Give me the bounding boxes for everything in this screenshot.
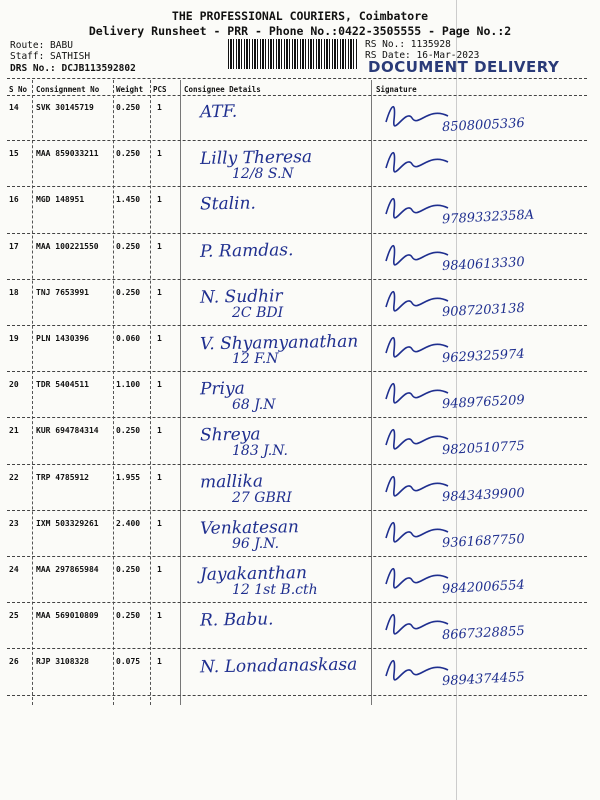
consignee-name: ATF.	[199, 101, 238, 123]
row-consignment-no: SVK 30145719	[36, 103, 94, 112]
consignee-address: 12 F.N	[232, 351, 279, 367]
consignee-name: N. Sudhir	[199, 286, 283, 308]
consignee-phone: 9894374455	[441, 670, 526, 690]
row-consignment-no: PLN 1430396	[36, 334, 89, 343]
consignee-phone: 9820510775	[441, 439, 526, 459]
row-consignment-no: KUR 694784314	[36, 426, 99, 436]
consignee-phone: 8667328855	[441, 624, 526, 644]
row-consignment-no: RJP 3108328	[36, 657, 89, 667]
row-consignment-no: MGD 148951	[36, 195, 85, 205]
row-weight: 0.250	[116, 149, 141, 159]
document-delivery-stamp: DOCUMENT DELIVERY	[368, 58, 560, 76]
row-pcs: 1	[157, 241, 162, 251]
signature-scribble	[382, 470, 452, 504]
row-separator	[7, 464, 587, 465]
row-weight: 1.955	[116, 472, 141, 482]
row-consignment-no: IXM 503329261	[36, 518, 99, 528]
consignee-name: P. Ramdas.	[199, 239, 294, 262]
consignee-address: 12 1st B.cth	[232, 582, 318, 598]
row-separator	[7, 279, 587, 280]
consignee-name: mallika	[199, 471, 264, 493]
row-consignment-no: MAA 569010809	[36, 611, 99, 621]
signature-scribble	[382, 192, 452, 226]
table-top-rule	[7, 78, 587, 79]
signature-scribble	[382, 100, 452, 134]
signature-scribble	[382, 239, 452, 273]
consignee-name: V. Shyamyanathan	[199, 331, 359, 355]
row-separator	[7, 510, 587, 511]
col-divider	[371, 80, 372, 705]
consignee-name: N. Lonadanaskasa	[199, 655, 358, 678]
header-pcs: PCS	[153, 85, 167, 94]
row-separator	[7, 371, 587, 372]
header-rule	[7, 95, 587, 96]
row-pcs: 1	[157, 195, 162, 205]
runsheet-subtitle: Delivery Runsheet - PRR - Phone No.:0422-3505555 - Page No.:2	[88, 24, 512, 38]
row-consignment-no: TRP 4785912	[36, 472, 89, 482]
rs-number: RS No.: 1135928	[365, 39, 451, 50]
row-sno: 17	[9, 241, 19, 251]
col-divider	[113, 80, 114, 705]
row-separator	[7, 556, 587, 557]
row-weight: 0.250	[116, 565, 141, 574]
consignee-name: Shreya	[199, 424, 261, 446]
row-pcs: 1	[157, 472, 162, 482]
row-pcs: 1	[157, 287, 162, 297]
row-weight: 1.450	[116, 195, 141, 205]
signature-scribble	[382, 562, 452, 596]
consignee-phone: 9789332358A	[441, 207, 535, 228]
signature-scribble	[382, 654, 452, 688]
consignee-address: 12/8 S.N	[232, 166, 294, 183]
row-consignment-no: MAA 100221550	[36, 241, 99, 251]
header-consignment: Consignment No	[36, 85, 100, 94]
row-sno: 24	[9, 565, 19, 574]
consignee-phone: 9843439900	[441, 485, 526, 505]
consignee-name: Jayakanthan	[199, 563, 308, 585]
signature-scribble	[382, 377, 452, 411]
row-pcs: 1	[157, 426, 162, 436]
consignee-phone: 9842006554	[441, 577, 526, 598]
consignee-name: Venkatesan	[199, 516, 300, 539]
consignee-phone: 8508005336	[441, 115, 526, 136]
header-sno: S No	[9, 85, 28, 94]
signature-scribble	[382, 608, 452, 642]
row-sno: 14	[9, 103, 19, 112]
consignee-name: R. Babu.	[199, 609, 274, 631]
row-separator	[7, 648, 587, 649]
row-weight: 0.250	[116, 426, 141, 436]
row-pcs: 1	[157, 565, 162, 574]
row-weight: 0.250	[116, 241, 141, 251]
consignee-name: Lilly Theresa	[199, 147, 313, 170]
signature-scribble	[382, 285, 452, 319]
row-separator	[7, 233, 587, 234]
row-consignment-no: MAA 859033211	[36, 149, 99, 159]
consignee-address: 68 J.N	[232, 397, 276, 414]
row-weight: 1.100	[116, 380, 141, 390]
row-weight: 0.075	[116, 657, 141, 667]
consignee-address: 183 J.N.	[232, 443, 288, 460]
row-separator	[7, 602, 587, 603]
row-sno: 25	[9, 611, 19, 621]
consignee-phone: 9361687750	[441, 531, 526, 551]
row-pcs: 1	[157, 149, 162, 159]
row-weight: 2.400	[116, 518, 141, 528]
row-weight: 0.060	[116, 334, 141, 343]
row-pcs: 1	[157, 103, 162, 112]
row-sno: 15	[9, 149, 19, 159]
row-sno: 21	[9, 426, 19, 436]
col-divider	[150, 80, 151, 705]
consignee-address: 96 J.N.	[232, 535, 280, 552]
signature-scribble	[382, 516, 452, 550]
drs-number: DRS No.: DCJB113592802	[10, 63, 136, 74]
header-signature: Signature	[376, 85, 417, 94]
row-pcs: 1	[157, 334, 162, 343]
row-weight: 0.250	[116, 103, 141, 112]
signature-scribble	[382, 423, 452, 457]
row-separator	[7, 325, 587, 326]
header-consignee: Consignee Details	[184, 85, 261, 94]
row-weight: 0.250	[116, 287, 141, 297]
row-pcs: 1	[157, 611, 162, 621]
row-pcs: 1	[157, 380, 162, 390]
consignee-name: Stalin.	[199, 193, 257, 215]
row-consignment-no: TNJ 7653991	[36, 287, 89, 297]
consignee-phone: 9489765209	[441, 393, 526, 413]
consignee-phone: 9087203138	[441, 300, 526, 320]
row-sno: 18	[9, 287, 19, 297]
row-consignment-no: MAA 297865984	[36, 565, 99, 574]
row-weight: 0.250	[116, 611, 141, 621]
row-separator	[7, 417, 587, 418]
consignee-address: 27 GBRI	[232, 489, 292, 506]
row-sno: 19	[9, 334, 19, 343]
company-title: THE PROFESSIONAL COURIERS, Coimbatore	[171, 9, 429, 23]
barcode	[228, 39, 358, 69]
row-separator	[7, 695, 587, 696]
row-sno: 23	[9, 518, 19, 528]
signature-scribble	[382, 146, 452, 180]
row-sno: 26	[9, 657, 19, 667]
staff-label: Staff: SATHISH	[10, 51, 91, 62]
consignee-phone: 9840613330	[441, 254, 526, 274]
col-divider	[32, 80, 33, 705]
row-pcs: 1	[157, 657, 162, 667]
signature-scribble	[382, 331, 452, 365]
row-consignment-no: TDR 5404511	[36, 380, 89, 390]
row-sno: 22	[9, 472, 19, 482]
header-weight: Weight	[116, 85, 144, 94]
consignee-name: Priya	[199, 378, 245, 400]
route-label: Route: BABU	[10, 40, 73, 51]
rs-date: RS Date: 16-Mar-2023	[365, 50, 480, 61]
row-sno: 16	[9, 195, 19, 205]
consignee-address: 2C BDI	[232, 304, 284, 321]
row-separator	[7, 140, 587, 141]
row-pcs: 1	[157, 518, 162, 528]
col-divider	[180, 80, 181, 705]
consignee-phone: 9629325974	[441, 346, 526, 367]
row-separator	[7, 186, 587, 187]
row-sno: 20	[9, 380, 19, 390]
